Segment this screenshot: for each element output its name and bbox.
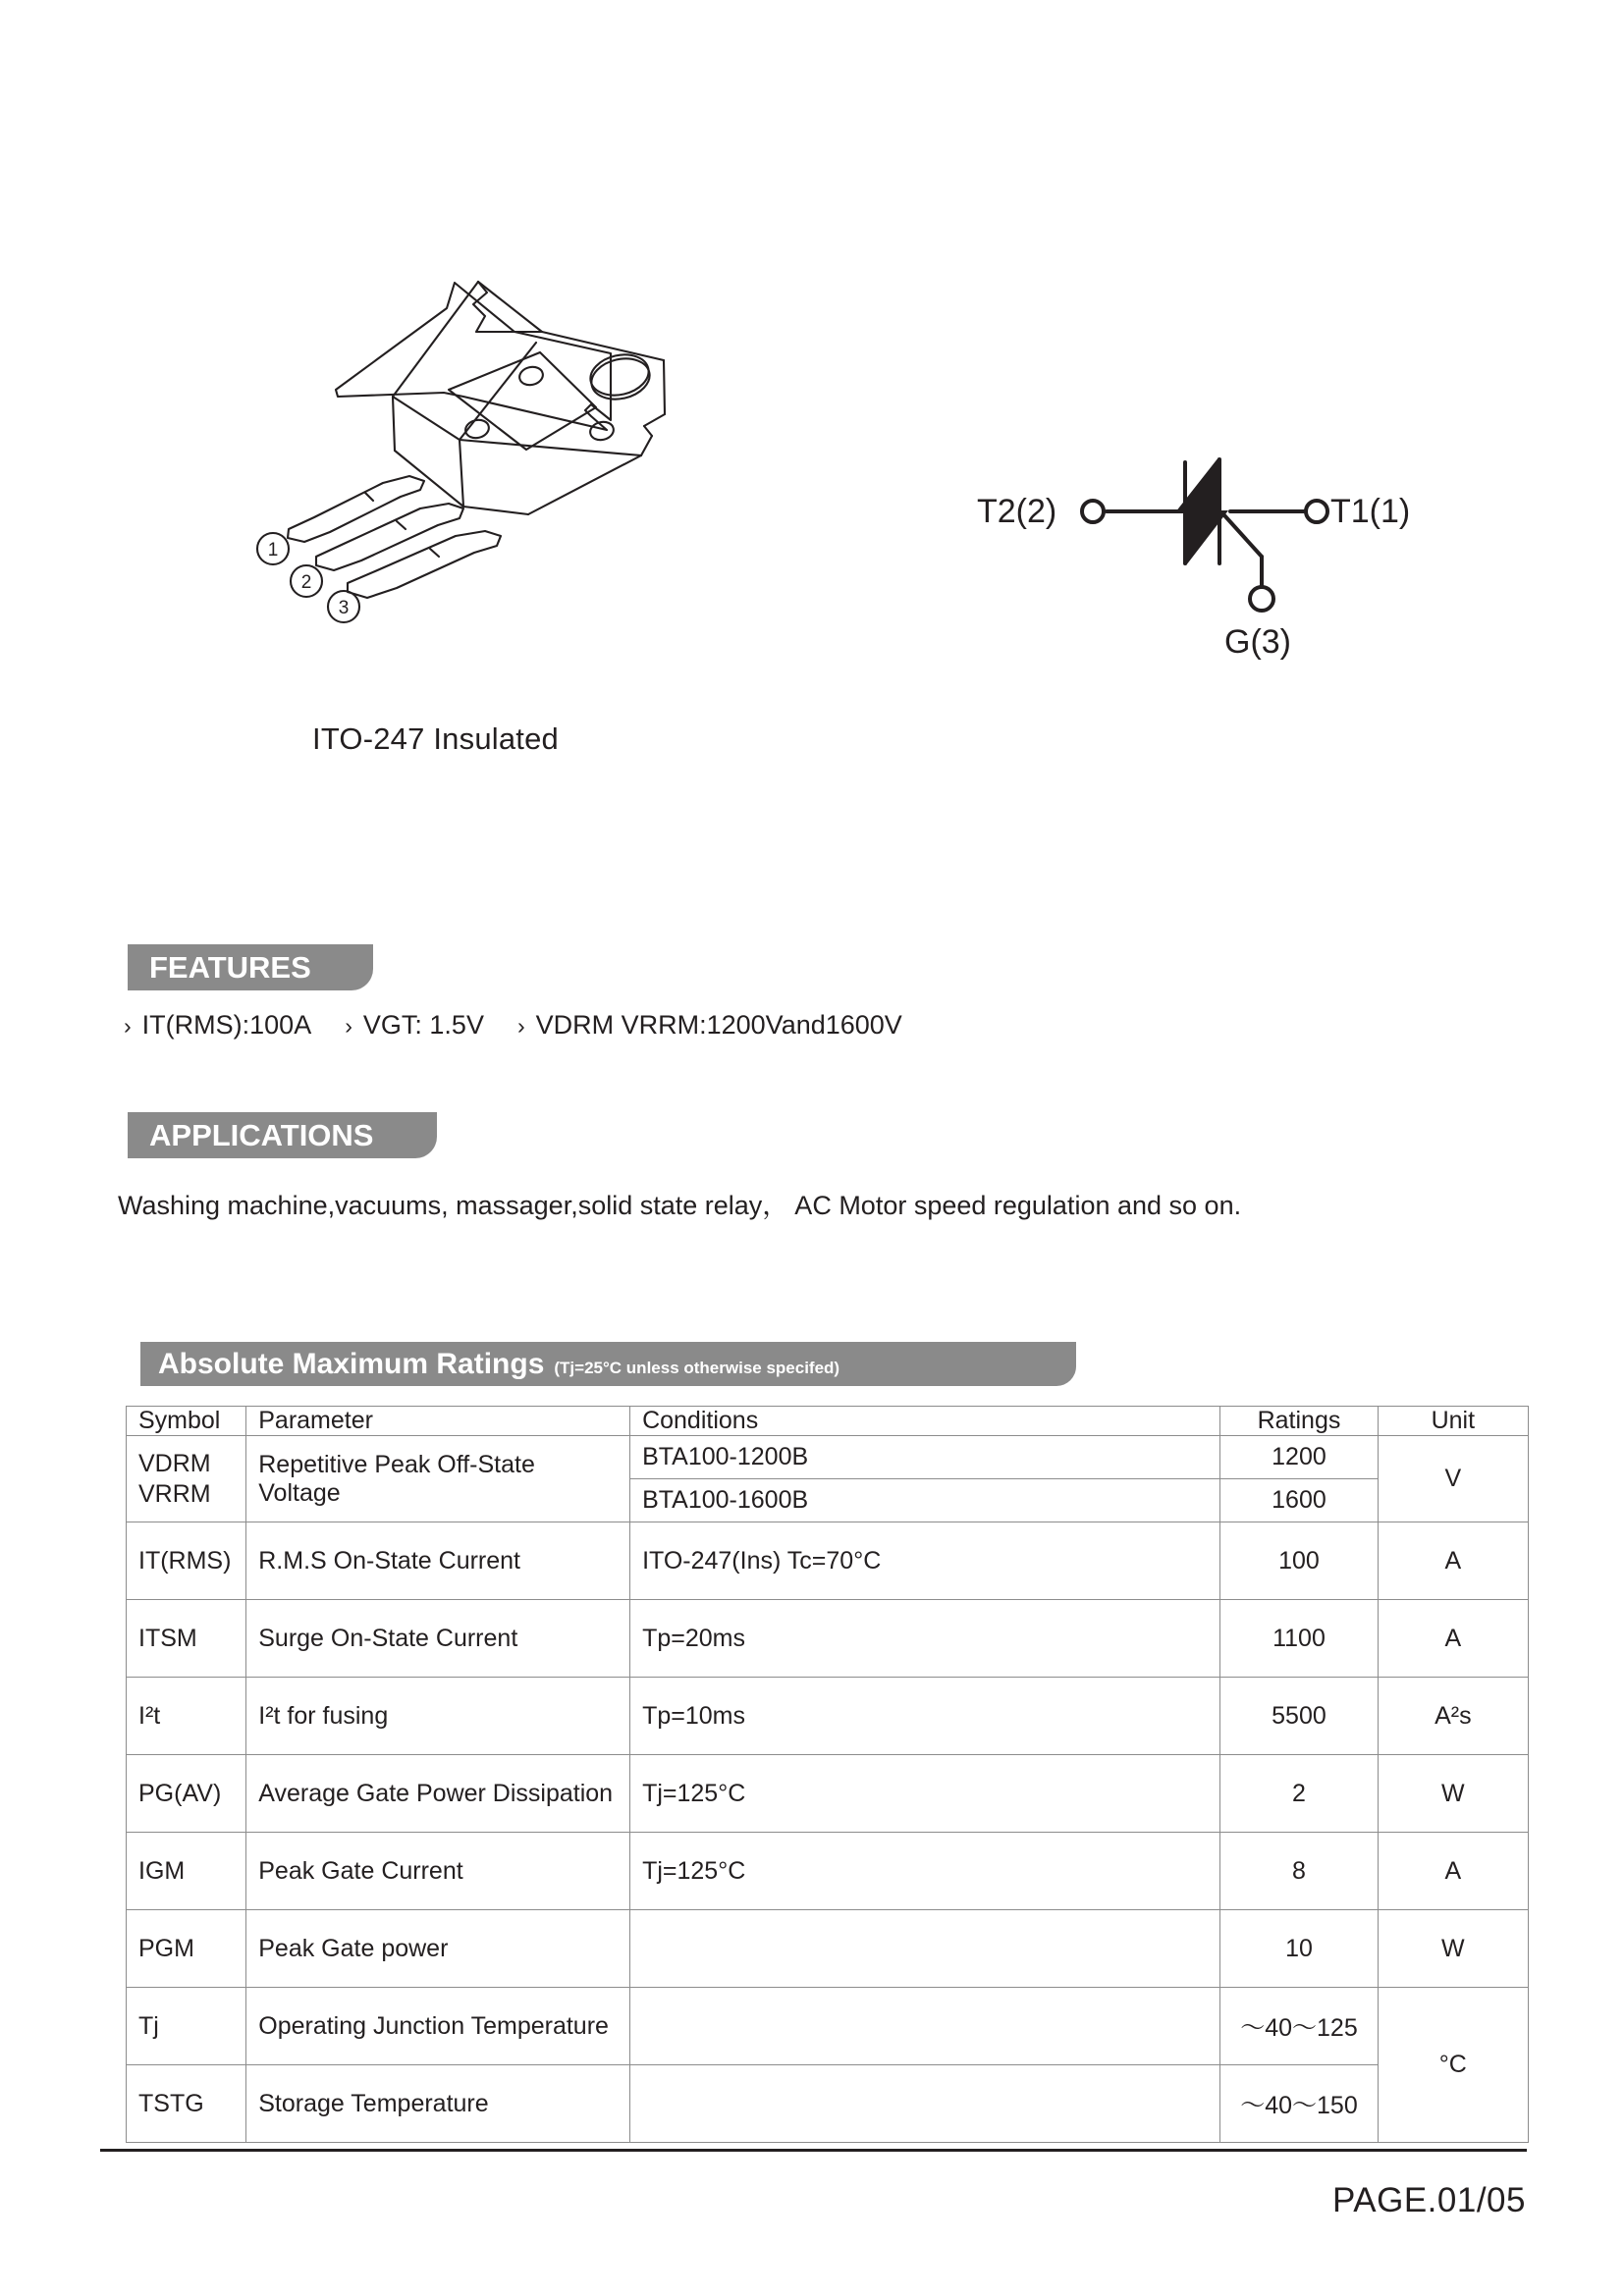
cell-symbol: TSTG bbox=[127, 2065, 246, 2143]
cell-unit: A²s bbox=[1378, 1678, 1528, 1755]
cell-rating: 8 bbox=[1220, 1833, 1378, 1910]
cell-unit: °C bbox=[1378, 1988, 1528, 2143]
table-row bbox=[127, 1755, 1529, 1833]
cell-rating: 1200 bbox=[1220, 1436, 1378, 1479]
pin-label-2: 2 bbox=[300, 572, 312, 593]
symbol-label-t1: T1(1) bbox=[1330, 493, 1411, 530]
cell-symbol: PGM bbox=[127, 1910, 246, 1988]
applications-heading: APPLICATIONS bbox=[149, 1118, 374, 1152]
cell-conditions: Tj=125°C bbox=[630, 1833, 1220, 1910]
cell-parameter: Repetitive Peak Off-State Voltage bbox=[246, 1436, 630, 1522]
applications-paragraph: Washing machine,vacuums, massager,solid state relay， AC Motor speed regulation and so on. bbox=[118, 1191, 1242, 1220]
table-row bbox=[127, 1522, 1529, 1600]
package-caption: ITO-247 Insulated bbox=[312, 721, 559, 756]
table-row bbox=[127, 1988, 1529, 2065]
table-row bbox=[127, 1436, 1529, 1479]
cell-conditions: BTA100-1200B bbox=[630, 1436, 1220, 1479]
cell-unit: A bbox=[1378, 1600, 1528, 1678]
column-header-ratings: Ratings bbox=[1220, 1407, 1378, 1436]
symbol-label-gate: G(3) bbox=[1224, 623, 1291, 661]
features-list bbox=[124, 1010, 936, 1041]
feature-item bbox=[517, 1010, 902, 1041]
cell-parameter: Surge On-State Current bbox=[246, 1600, 630, 1678]
cell-rating: 10 bbox=[1220, 1910, 1378, 1988]
feature-label: VGT: 1.5V bbox=[362, 1010, 484, 1040]
cell-parameter: Average Gate Power Dissipation bbox=[246, 1755, 630, 1833]
cell-conditions bbox=[630, 1910, 1220, 1988]
feature-item bbox=[345, 1010, 484, 1041]
feature-item bbox=[124, 1010, 311, 1041]
symbol-label-t2: T2(2) bbox=[977, 493, 1057, 530]
pin-label-3: 3 bbox=[338, 598, 350, 618]
product-artwork-area bbox=[0, 0, 1624, 687]
chevron-right-icon: › bbox=[516, 1013, 525, 1039]
feature-label: VDRM VRRM:1200Vand1600V bbox=[535, 1010, 902, 1040]
chevron-right-icon: › bbox=[345, 1013, 352, 1039]
feature-label: IT(RMS):100A bbox=[141, 1010, 312, 1040]
cell-conditions: Tp=20ms bbox=[630, 1600, 1220, 1678]
package-outline-drawing bbox=[228, 247, 670, 630]
cell-conditions bbox=[630, 1988, 1220, 2065]
cell-parameter: Storage Temperature bbox=[246, 2065, 630, 2143]
table-row bbox=[127, 1833, 1529, 1910]
cell-rating: 1100 bbox=[1220, 1600, 1378, 1678]
cell-rating: 5500 bbox=[1220, 1678, 1378, 1755]
cell-parameter: Peak Gate Current bbox=[246, 1833, 630, 1910]
cell-parameter: Operating Junction Temperature bbox=[246, 1988, 630, 2065]
cell-unit: W bbox=[1378, 1755, 1528, 1833]
cell-unit: W bbox=[1378, 1910, 1528, 1988]
triac-schematic-symbol bbox=[967, 432, 1438, 667]
footer-divider bbox=[100, 2149, 1527, 2152]
features-section-banner bbox=[128, 944, 373, 990]
cell-rating: 100 bbox=[1220, 1522, 1378, 1600]
cell-symbol: IT(RMS) bbox=[127, 1522, 246, 1600]
cell-parameter: R.M.S On-State Current bbox=[246, 1522, 630, 1600]
table-row bbox=[127, 1678, 1529, 1755]
features-heading: FEATURES bbox=[149, 950, 311, 985]
cell-rating: 2 bbox=[1220, 1755, 1378, 1833]
cell-rating: ～40～125 bbox=[1220, 1988, 1378, 2065]
applications-section-banner bbox=[128, 1112, 437, 1158]
ratings-subtitle: (Tj=25°C unless otherwise specifed) bbox=[554, 1359, 840, 1377]
column-header-symbol: Symbol bbox=[127, 1407, 246, 1436]
absolute-maximum-ratings-table bbox=[126, 1406, 1529, 2143]
pin-label-1: 1 bbox=[267, 540, 279, 561]
cell-unit: A bbox=[1378, 1522, 1528, 1600]
cell-symbol: IGM bbox=[127, 1833, 246, 1910]
column-header-conditions: Conditions bbox=[630, 1407, 1220, 1436]
cell-unit: A bbox=[1378, 1833, 1528, 1910]
cell-conditions bbox=[630, 2065, 1220, 2143]
cell-rating: 1600 bbox=[1220, 1479, 1378, 1522]
cell-conditions: Tj=125°C bbox=[630, 1755, 1220, 1833]
cell-symbol: Tj bbox=[127, 1988, 246, 2065]
cell-conditions: BTA100-1600B bbox=[630, 1479, 1220, 1522]
table-header-row bbox=[127, 1407, 1529, 1436]
cell-symbol: ITSM bbox=[127, 1600, 246, 1678]
ratings-section-banner bbox=[140, 1342, 1076, 1386]
cell-unit: V bbox=[1378, 1436, 1528, 1522]
column-header-unit: Unit bbox=[1378, 1407, 1528, 1436]
cell-symbol: I²t bbox=[127, 1678, 246, 1755]
cell-symbol: VDRM VRRM bbox=[127, 1436, 246, 1522]
cell-symbol: PG(AV) bbox=[127, 1755, 246, 1833]
cell-rating: ～40～150 bbox=[1220, 2065, 1378, 2143]
table-row bbox=[127, 2065, 1529, 2143]
ratings-title: Absolute Maximum Ratings bbox=[158, 1348, 545, 1380]
table-row bbox=[127, 1600, 1529, 1678]
chevron-right-icon: › bbox=[124, 1013, 132, 1039]
cell-conditions: Tp=10ms bbox=[630, 1678, 1220, 1755]
cell-parameter: Peak Gate power bbox=[246, 1910, 630, 1988]
page-number: PAGE.01/05 bbox=[1332, 2181, 1526, 2219]
cell-conditions: ITO-247(Ins) Tc=70°C bbox=[630, 1522, 1220, 1600]
column-header-parameter: Parameter bbox=[246, 1407, 630, 1436]
cell-parameter: I²t for fusing bbox=[246, 1678, 630, 1755]
table-row bbox=[127, 1910, 1529, 1988]
